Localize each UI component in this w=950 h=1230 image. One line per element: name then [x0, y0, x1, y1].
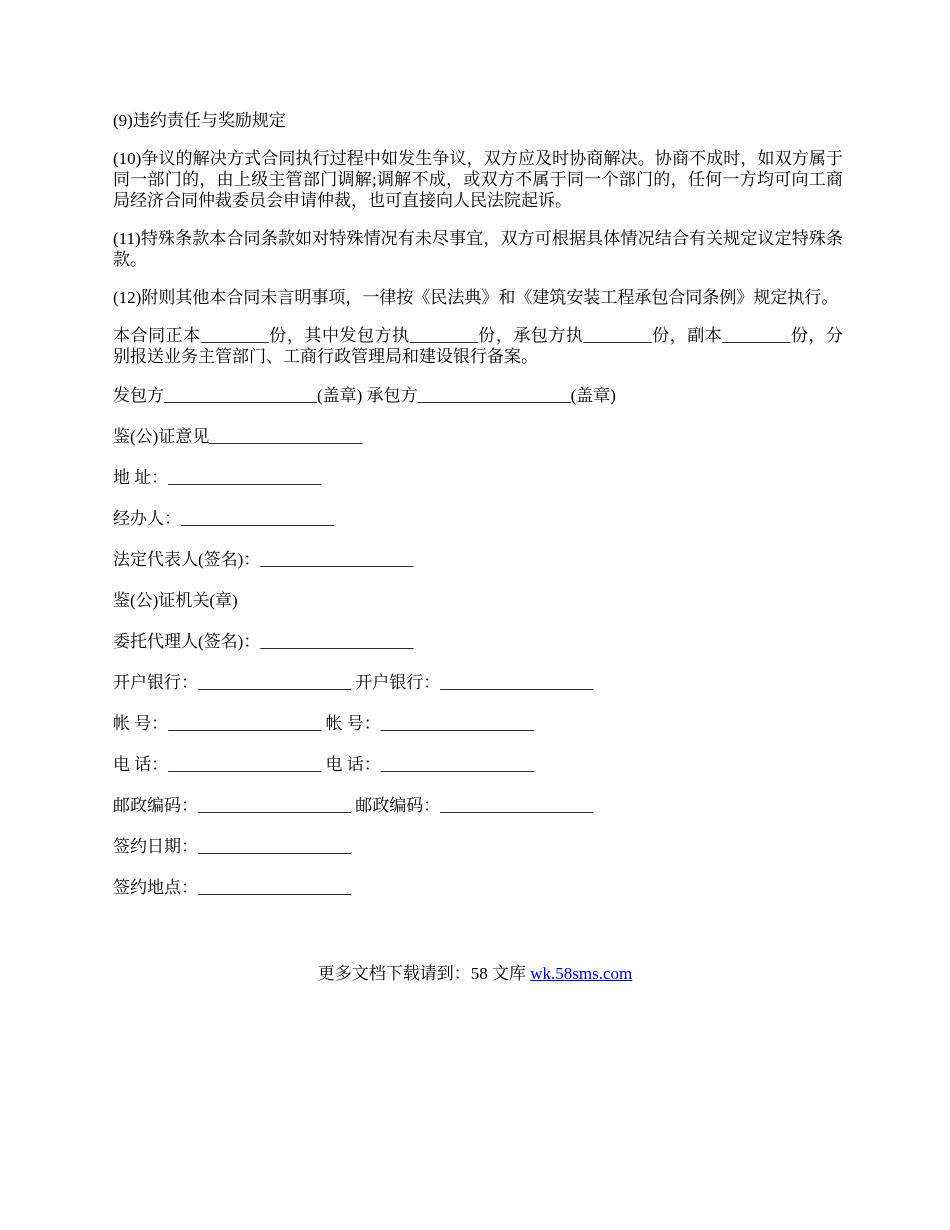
- contract-document: [113, 110, 843, 917]
- clause-12: (12)附则其他本合同未言明事项，一律按《民法典》和《建筑安装工程承包合同条例》规定执行。: [113, 288, 839, 307]
- sign-place-line: 签约地点：__________________: [113, 878, 351, 897]
- account-line: 帐 号：__________________ 帐 号：__________________: [113, 714, 534, 733]
- download-footer: [0, 962, 950, 986]
- postcode-line: 邮政编码：__________________ 邮政编码：__________________: [113, 796, 594, 815]
- sign-date-line: 签约日期：__________________: [113, 837, 351, 856]
- handler-line: 经办人：__________________: [113, 509, 334, 528]
- authorized-agent-line: 委托代理人(签名)：__________________: [113, 632, 414, 651]
- footer-text: 更多文档下载请到：58 文库: [317, 964, 531, 983]
- parties-signature-line: 发包方__________________(盖章) 承包方__________________(盖章): [113, 386, 616, 405]
- legal-representative-line: 法定代表人(签名)：__________________: [113, 550, 414, 569]
- clause-10: (10)争议的解决方式合同执行过程中如发生争议，双方应及时协商解决。协商不成时，如双方属于同一部门的，由上级主管部门调解;调解不成，或双方不属于同一个部门的，任何一方均可向工商局经济合同仲裁委员会申请仲裁，也可直接向人民法院起诉。: [113, 149, 843, 210]
- phone-line: 电 话：__________________ 电 话：__________________: [113, 755, 534, 774]
- clause-9: (9)违约责任与奖励规定: [113, 111, 286, 130]
- footer-link[interactable]: wk.58sms.com: [530, 964, 633, 983]
- clause-11: (11)特殊条款本合同条款如对特殊情况有未尽事宜，双方可根据具体情况结合有关规定议定特殊条款。: [113, 229, 843, 269]
- copies-clause: 本合同正本________份，其中发包方执________份，承包方执________份，副本________份，分别报送业务主管部门、工商行政管理局和建设银行备案。: [113, 326, 843, 366]
- notary-opinion-line: 鉴(公)证意见__________________: [113, 427, 363, 446]
- bank-line: 开户银行：__________________ 开户银行：__________________: [113, 673, 594, 692]
- address-line: 地 址：__________________: [113, 468, 322, 487]
- notary-organ-line: 鉴(公)证机关(章): [113, 591, 238, 610]
